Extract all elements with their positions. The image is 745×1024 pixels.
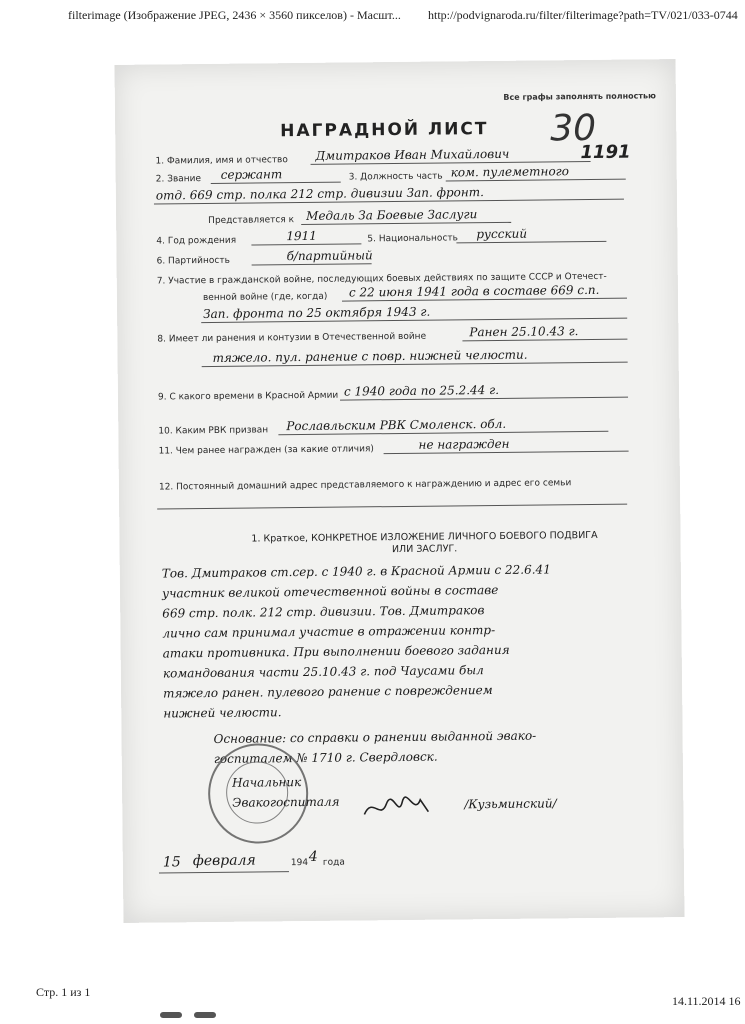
fill-all-note: Все графы заполнять полностью: [503, 91, 656, 102]
field-8-value-2: тяжело. пул. ранение с повр. нижней челюсти.: [212, 347, 528, 365]
field-7-label-a: 7. Участие в гражданской войне, последующих боевых действиях по защите СССР и Отечест-: [156, 271, 607, 287]
field-5-label: 5. Национальность: [367, 233, 458, 245]
signatory-name: /Кузьминский/: [464, 796, 557, 812]
field-4-label: 4. Год рождения: [156, 235, 237, 247]
field-7-label-b: венной войне (где, когда): [202, 291, 328, 304]
field-1-value: Дмитраков Иван Михайлович: [315, 146, 510, 163]
narrative-line: нижней челюсти.: [163, 705, 282, 721]
official-stamp: [208, 743, 309, 844]
signature-icon: [362, 794, 432, 823]
print-date: 14.11.2014 16: [672, 994, 741, 1008]
presented-value: Медаль За Боевые Заслуги: [306, 207, 478, 223]
narrative-line: 669 стр. полк. 212 стр. дивизии. Тов. Дмитраков: [162, 603, 485, 621]
field-8-label: 8. Имеет ли ранения и контузии в Отечественной войне: [157, 331, 427, 345]
field-3-label: 3. Должность часть: [348, 171, 443, 183]
scan-edge-artifact: [160, 1005, 230, 1015]
field-11-label: 11. Чем ранее награжден (за какие отличия): [158, 444, 374, 457]
browser-title: filterimage (Изображение JPEG, 2436 × 3560 пикселов) - Масшт...: [68, 8, 401, 22]
narrative-line: Тов. Дмитраков ст.сер. с 1940 г. в Красной Армии с 22.6.41: [161, 562, 551, 581]
narrative-line: Основание: со справки о ранении выданной эвако-: [213, 728, 537, 746]
field-5-value: русский: [476, 226, 528, 242]
field-11-value: не награжден: [418, 436, 510, 452]
field-6-label: 6. Партийность: [156, 255, 230, 267]
award-sheet: [115, 59, 685, 923]
date-day: 15: [162, 854, 181, 871]
field-8-value: Ранен 25.10.43 г.: [469, 324, 579, 340]
field-10-value: Рославльским РВК Смоленск. обл.: [286, 416, 507, 434]
date-year-digit: 4: [308, 848, 318, 865]
field-10-label: 10. Каким РВК призван: [158, 425, 269, 437]
field-3-value: ком. пулеметного: [450, 164, 569, 180]
field-9-label: 9. С какого времени в Красной Армии: [157, 390, 339, 403]
signature: [362, 794, 432, 823]
handwritten-number-2: 1191: [580, 141, 631, 164]
section-heading: [224, 530, 624, 558]
narrative-line: лично сам принимал участие в отражении контр-: [162, 623, 496, 641]
page-counter: Стр. 1 из 1: [36, 985, 91, 999]
field-3-value-2: отд. 669 стр. полка 212 стр. дивизии Зап. фронт.: [155, 185, 485, 203]
field-6-line: [252, 263, 372, 265]
field-1-label: 1. Фамилия, имя и отчество: [155, 155, 288, 167]
presented-label: Представляется к: [208, 215, 295, 226]
field-2-line: [211, 182, 341, 184]
field-4-line: [251, 243, 361, 245]
narrative-line: тяжело ранен. пулевого ранение с повреждением: [163, 683, 493, 701]
document-title: НАГРАДНОЙ ЛИСТ: [280, 119, 489, 142]
date-line: [159, 871, 289, 873]
narrative-line: атаки противника. При выполнении боевого задания: [162, 642, 510, 661]
date-suffix: года: [322, 857, 345, 868]
signatory-title-2: Эвакогоспиталя: [232, 794, 340, 810]
field-4-value: 1911: [286, 228, 317, 244]
field-9-value: с 1940 года по 25.2.44 г.: [343, 382, 500, 399]
narrative-line: командования части 25.10.43 г. под Чаусами был: [162, 663, 484, 681]
narrative-line: госпиталем № 1710 г. Свердловск.: [213, 749, 438, 766]
field-6-value: б/партийный: [286, 248, 373, 264]
field-12-label: 12. Постоянный домашний адрес представляемого к награждению и адрес его семьи: [158, 478, 572, 493]
field-7-value-2: Зап. фронта по 25 октября 1943 г.: [203, 304, 431, 322]
field-12-line: [157, 504, 627, 510]
narrative-line: участник великой отечественной войны в составе: [161, 582, 499, 601]
section-heading-line-1: 1. Краткое, КОНКРЕТНОЕ ИЗЛОЖЕНИЕ ЛИЧНОГО БОЕВОГО ПОДВИГА: [251, 529, 598, 545]
signatory-title-1: Начальник: [231, 775, 302, 790]
browser-url: http://podvignaroda.ru/filter/filterimage?path=TV/021/033-0744: [428, 8, 738, 22]
field-7-value: с 22 июня 1941 года в составе 669 с.п.: [348, 282, 600, 300]
date-month: февраля: [192, 852, 256, 870]
field-2-value: сержант: [220, 167, 283, 182]
field-5-line: [456, 241, 606, 244]
handwritten-number: 30: [550, 107, 597, 150]
date-year-prefix: 194: [290, 857, 309, 869]
section-heading-line-2: ИЛИ ЗАСЛУГ.: [391, 543, 458, 556]
field-2-label: 2. Звание: [155, 174, 202, 185]
